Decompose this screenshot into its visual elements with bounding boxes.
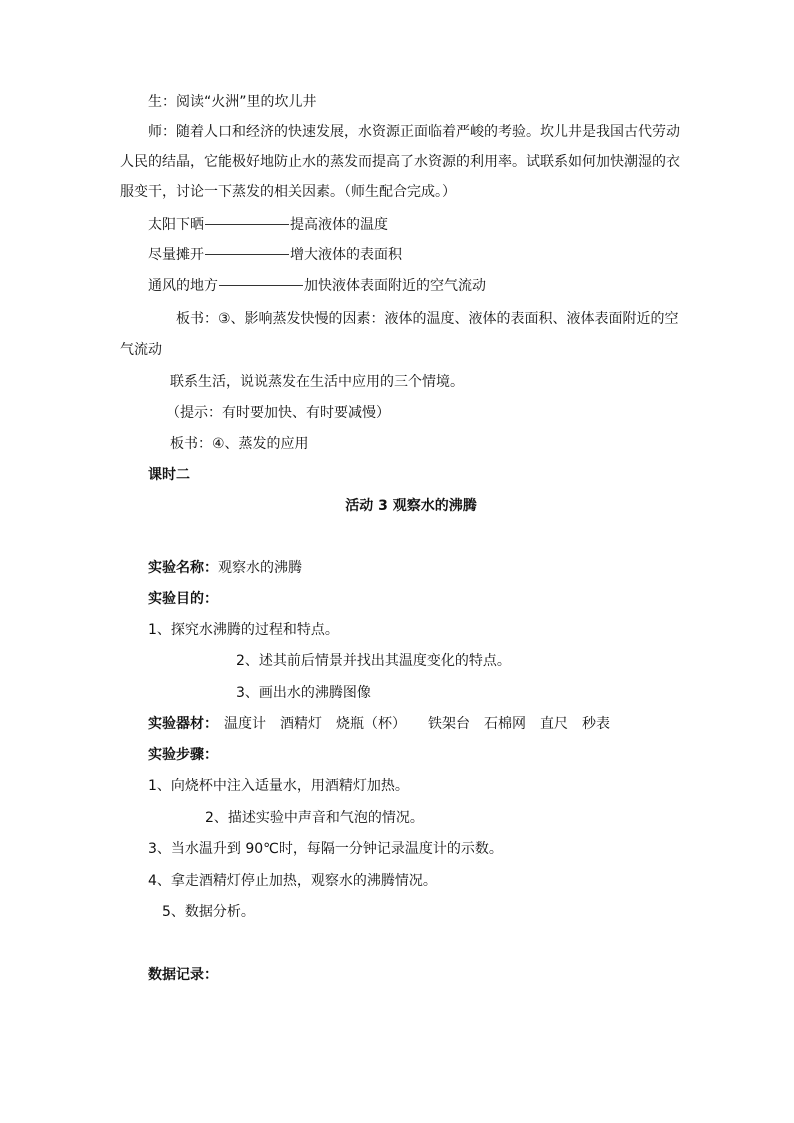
equipment-label: 实验器材： [148,716,218,732]
hint-text: （提示：有时要加快、有时要减慢） [166,405,390,421]
board-note-3-line-2: 气流动 [120,342,162,358]
factor-effect: 加快液体表面附近的空气流动 [304,278,486,294]
factor-effect: 提高液体的温度 [290,217,388,233]
teacher-intro-line-2: 人民的结晶，它能极好地防止水的蒸发而提高了水资源的利用率。试联系如何加快潮湿的衣 [120,154,680,170]
equipment-item: 秒表 [582,716,610,732]
life-application-prompt: 联系生活，说说蒸发在生活中应用的三个情境。 [170,374,464,390]
factor-effect: 增大液体的表面积 [290,247,402,263]
student-reading-line: 生：阅读“火洲”里的坎儿井 [148,94,317,110]
experiment-goal-2: 2、述其前后情景并找出其温度变化的特点。 [236,653,511,669]
factor-row-spread [148,245,402,265]
experiment-step-3: 3、当水温升到 90℃时，每隔一分钟记录温度计的示数。 [148,841,503,857]
experiment-name-line [148,558,302,578]
equipment-line [148,714,610,734]
factor-row-sun [148,215,388,235]
equipment-item: 石棉网 [484,716,526,732]
factor-condition: 尽量摊开 [148,247,204,263]
experiment-step-4: 4、拿走酒精灯停止加热，观察水的沸腾情况。 [148,873,437,889]
teacher-intro-line-3: 服变干，讨论一下蒸发的相关因素。（师生配合完成。） [120,184,456,200]
factor-row-ventilation [148,276,486,296]
factor-dash-line [205,224,289,225]
equipment-item: 直尺 [540,716,568,732]
activity-title: 活动 3 观察水的沸腾 [345,498,477,514]
experiment-steps-label: 实验步骤： [148,747,218,763]
equipment-item: 烧瓶（杯） [336,716,406,732]
factor-dash-line [205,254,289,255]
experiment-name-label: 实验名称： [148,560,218,576]
lesson-two-heading: 课时二 [148,467,190,483]
equipment-item: 酒精灯 [280,716,322,732]
equipment-item: 温度计 [224,716,266,732]
board-note-3-line-1: 板书：③、影响蒸发快慢的因素：液体的温度、液体的表面积、液体表面附近的空 [176,311,679,327]
experiment-step-5: 5、数据分析。 [162,904,255,920]
experiment-name-value: 观察水的沸腾 [218,560,302,576]
experiment-goal-1: 1、探究水沸腾的过程和特点。 [148,622,339,638]
factor-dash-line [219,285,303,286]
experiment-goal-label: 实验目的： [148,591,218,607]
experiment-step-1: 1、向烧杯中注入适量水，用酒精灯加热。 [148,778,409,794]
experiment-goal-3: 3、画出水的沸腾图像 [236,685,371,701]
experiment-step-2: 2、描述实验中声音和气泡的情况。 [205,810,424,826]
data-record-label: 数据记录： [148,967,218,983]
board-note-4: 板书：④、蒸发的应用 [170,436,309,452]
teacher-intro-line-1: 师：随着人口和经济的快速发展，水资源正面临着严峻的考验。坎儿井是我国古代劳动 [148,124,680,140]
factor-condition: 太阳下晒 [148,217,204,233]
factor-condition: 通风的地方 [148,278,218,294]
equipment-item: 铁架台 [428,716,470,732]
